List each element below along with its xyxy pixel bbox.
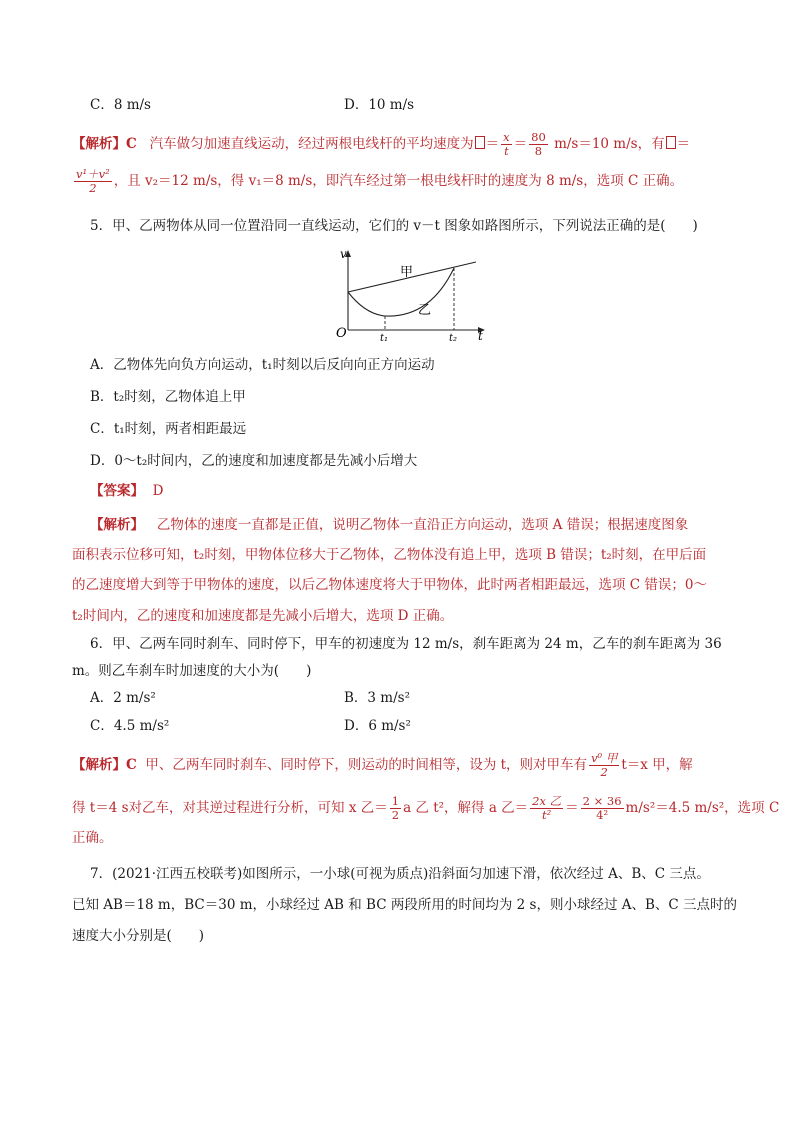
- q4-frac-v-sum: $\frac{\text{v¹＋v²}}{2}$: [76, 167, 110, 195]
- q6-frac-v0: $\frac{\text{v⁰ 甲}}{2}$: [591, 751, 618, 779]
- q4-analysis-text2: m/s＝10 m/s，有: [554, 136, 665, 152]
- q6-stem-line2: m。则乙车刹车时加速度的大小为( ): [72, 663, 312, 679]
- q5-stem: 5．甲、乙两物体从同一位置沿同一直线运动，它们的 v－t 图象如路图所示，下列说法正确的是( ): [90, 218, 698, 234]
- q5-analysis-line3: 的乙速度增大到等于甲物体的速度，以后乙物体速度将大于甲物体，此时两者相距最远，选项 C 错误；0～: [72, 577, 707, 593]
- q5-analysis-line4: t₂时间内，乙的速度和加速度都是先减小后增大，选项 D 正确。: [72, 608, 454, 624]
- q6-analysis-tag: 【解析】C: [72, 757, 137, 773]
- q4-analysis-tag: 【解析】C: [72, 136, 137, 152]
- origin-label: O: [336, 326, 347, 341]
- q4-option-d: D．10 m/s: [344, 97, 415, 113]
- q6-analysis-line1: 【解析】C 甲、乙两车同时刹车、同时停下，则运动的时间相等，设为 t，则对甲车有 $\frac{\text{v⁰ 甲}}{2}$ t＝x 甲，解: [72, 751, 693, 779]
- q6-frac-2x: $\frac{\text{2x 乙}}{\text{t²}}$: [532, 794, 562, 822]
- q5-answer-value: D: [152, 483, 164, 499]
- t1-tick-label: t₁: [380, 333, 389, 344]
- q5-analysis-line2: 面积表示位移可知，t₂时刻，甲物体位移大于乙物体，乙物体没有追上甲，选项 B 错误；t₂时刻，在甲后面: [72, 547, 707, 563]
- q4-option-c: C．8 m/s: [90, 97, 151, 113]
- q5-option-b: B．t₂时刻，乙物体追上甲: [90, 389, 246, 405]
- q7-stem-line2: 已知 AB＝18 m，BC＝30 m，小球经过 AB 和 BC 两段所用的时间均为 2 s，则小球经过 A、B、C 三点时的: [72, 897, 738, 913]
- q6-stem-line1: 6．甲、乙两车同时刹车、同时停下，甲车的初速度为 12 m/s，刹车距离为 24 m，乙车的刹车距离为 36: [90, 636, 722, 652]
- q4-analysis-line2: [72, 168, 732, 195]
- q6-option-c: C．4.5 m/s²: [90, 718, 170, 734]
- q5-option-d: D．0～t₂时间内，乙的速度和加速度都是先减小后增大: [90, 453, 418, 469]
- q7-stem-line1: 7．(2021·江西五校联考)如图所示，一小球(可视为质点)沿斜面匀加速下滑，依次经过 A、B、C 三点。: [90, 866, 710, 882]
- q6-option-a: A．2 m/s²: [90, 690, 156, 706]
- q6-analysis-line3: 正确。: [72, 830, 113, 846]
- q4-frac-80-over-8: $\frac{80}{8}$: [531, 130, 546, 158]
- axis-v-label: v: [340, 247, 347, 261]
- v-bar-glyph-icon: [666, 136, 676, 149]
- q5-option-c: C．t₁时刻，两者相距最远: [90, 421, 247, 437]
- q6-option-d: D．6 m/s²: [344, 718, 411, 734]
- t2-tick-label: t₂: [449, 333, 458, 344]
- q7-stem-line3: 速度大小分别是( ): [72, 928, 205, 944]
- jia-label: 甲: [400, 265, 414, 280]
- q6-analysis-line2: 得 t＝4 s对乙车，对其逆过程进行分析，可知 x 乙＝ $\frac{1}{2}$ a 乙 t²，解得 a 乙＝ $\frac{\text{2x 乙}}{\text{t²}}$ ＝ $\frac{2 \times 36}{\text{4²}}$ m/s²＝4.5 m/s²，选项 C: [72, 794, 780, 822]
- v-bar-glyph-icon: [475, 136, 485, 149]
- q5-option-a: A．乙物体先向负方向运动，t₁时刻以后反向向正方向运动: [90, 357, 435, 373]
- q4-analysis-text1: 汽车做匀加速直线运动，经过两根电线杆的平均速度为: [149, 136, 474, 152]
- yi-label: 乙: [418, 303, 432, 318]
- q4-frac-x-over-t: $\frac{x}{t}$: [503, 130, 510, 158]
- q5-answer: [90, 481, 163, 501]
- q5-analysis-line1: 【解析】 乙物体的速度一直都是正值，说明乙物体一直沿正方向运动，选项 A 错误；根据速度图象: [90, 517, 689, 533]
- q6-frac-half: $\frac{1}{2}$: [391, 794, 400, 822]
- q4-analysis-text3: ，且 v₂＝12 m/s，得 v₁＝8 m/s，即汽车经过第一根电线杆时的速度为 8 m/s，选项 C 正确。: [113, 173, 684, 189]
- q6-option-b: B．3 m/s²: [344, 690, 410, 706]
- q6-frac-calc: $\frac{2 \times 36}{\text{4²}}$: [582, 794, 622, 822]
- q5-vt-graph: [330, 244, 490, 344]
- q5-analysis-tag: 【解析】: [90, 517, 144, 533]
- q4-analysis-line1: 【解析】C 汽车做匀加速直线运动，经过两根电线杆的平均速度为 ＝ $\frac{x}{t}$ ＝ $\frac{80}{8}$ m/s＝10 m/s，有 ＝: [72, 130, 691, 158]
- q5-answer-tag: 【答案】: [90, 483, 144, 499]
- axis-t-label: t: [478, 329, 483, 343]
